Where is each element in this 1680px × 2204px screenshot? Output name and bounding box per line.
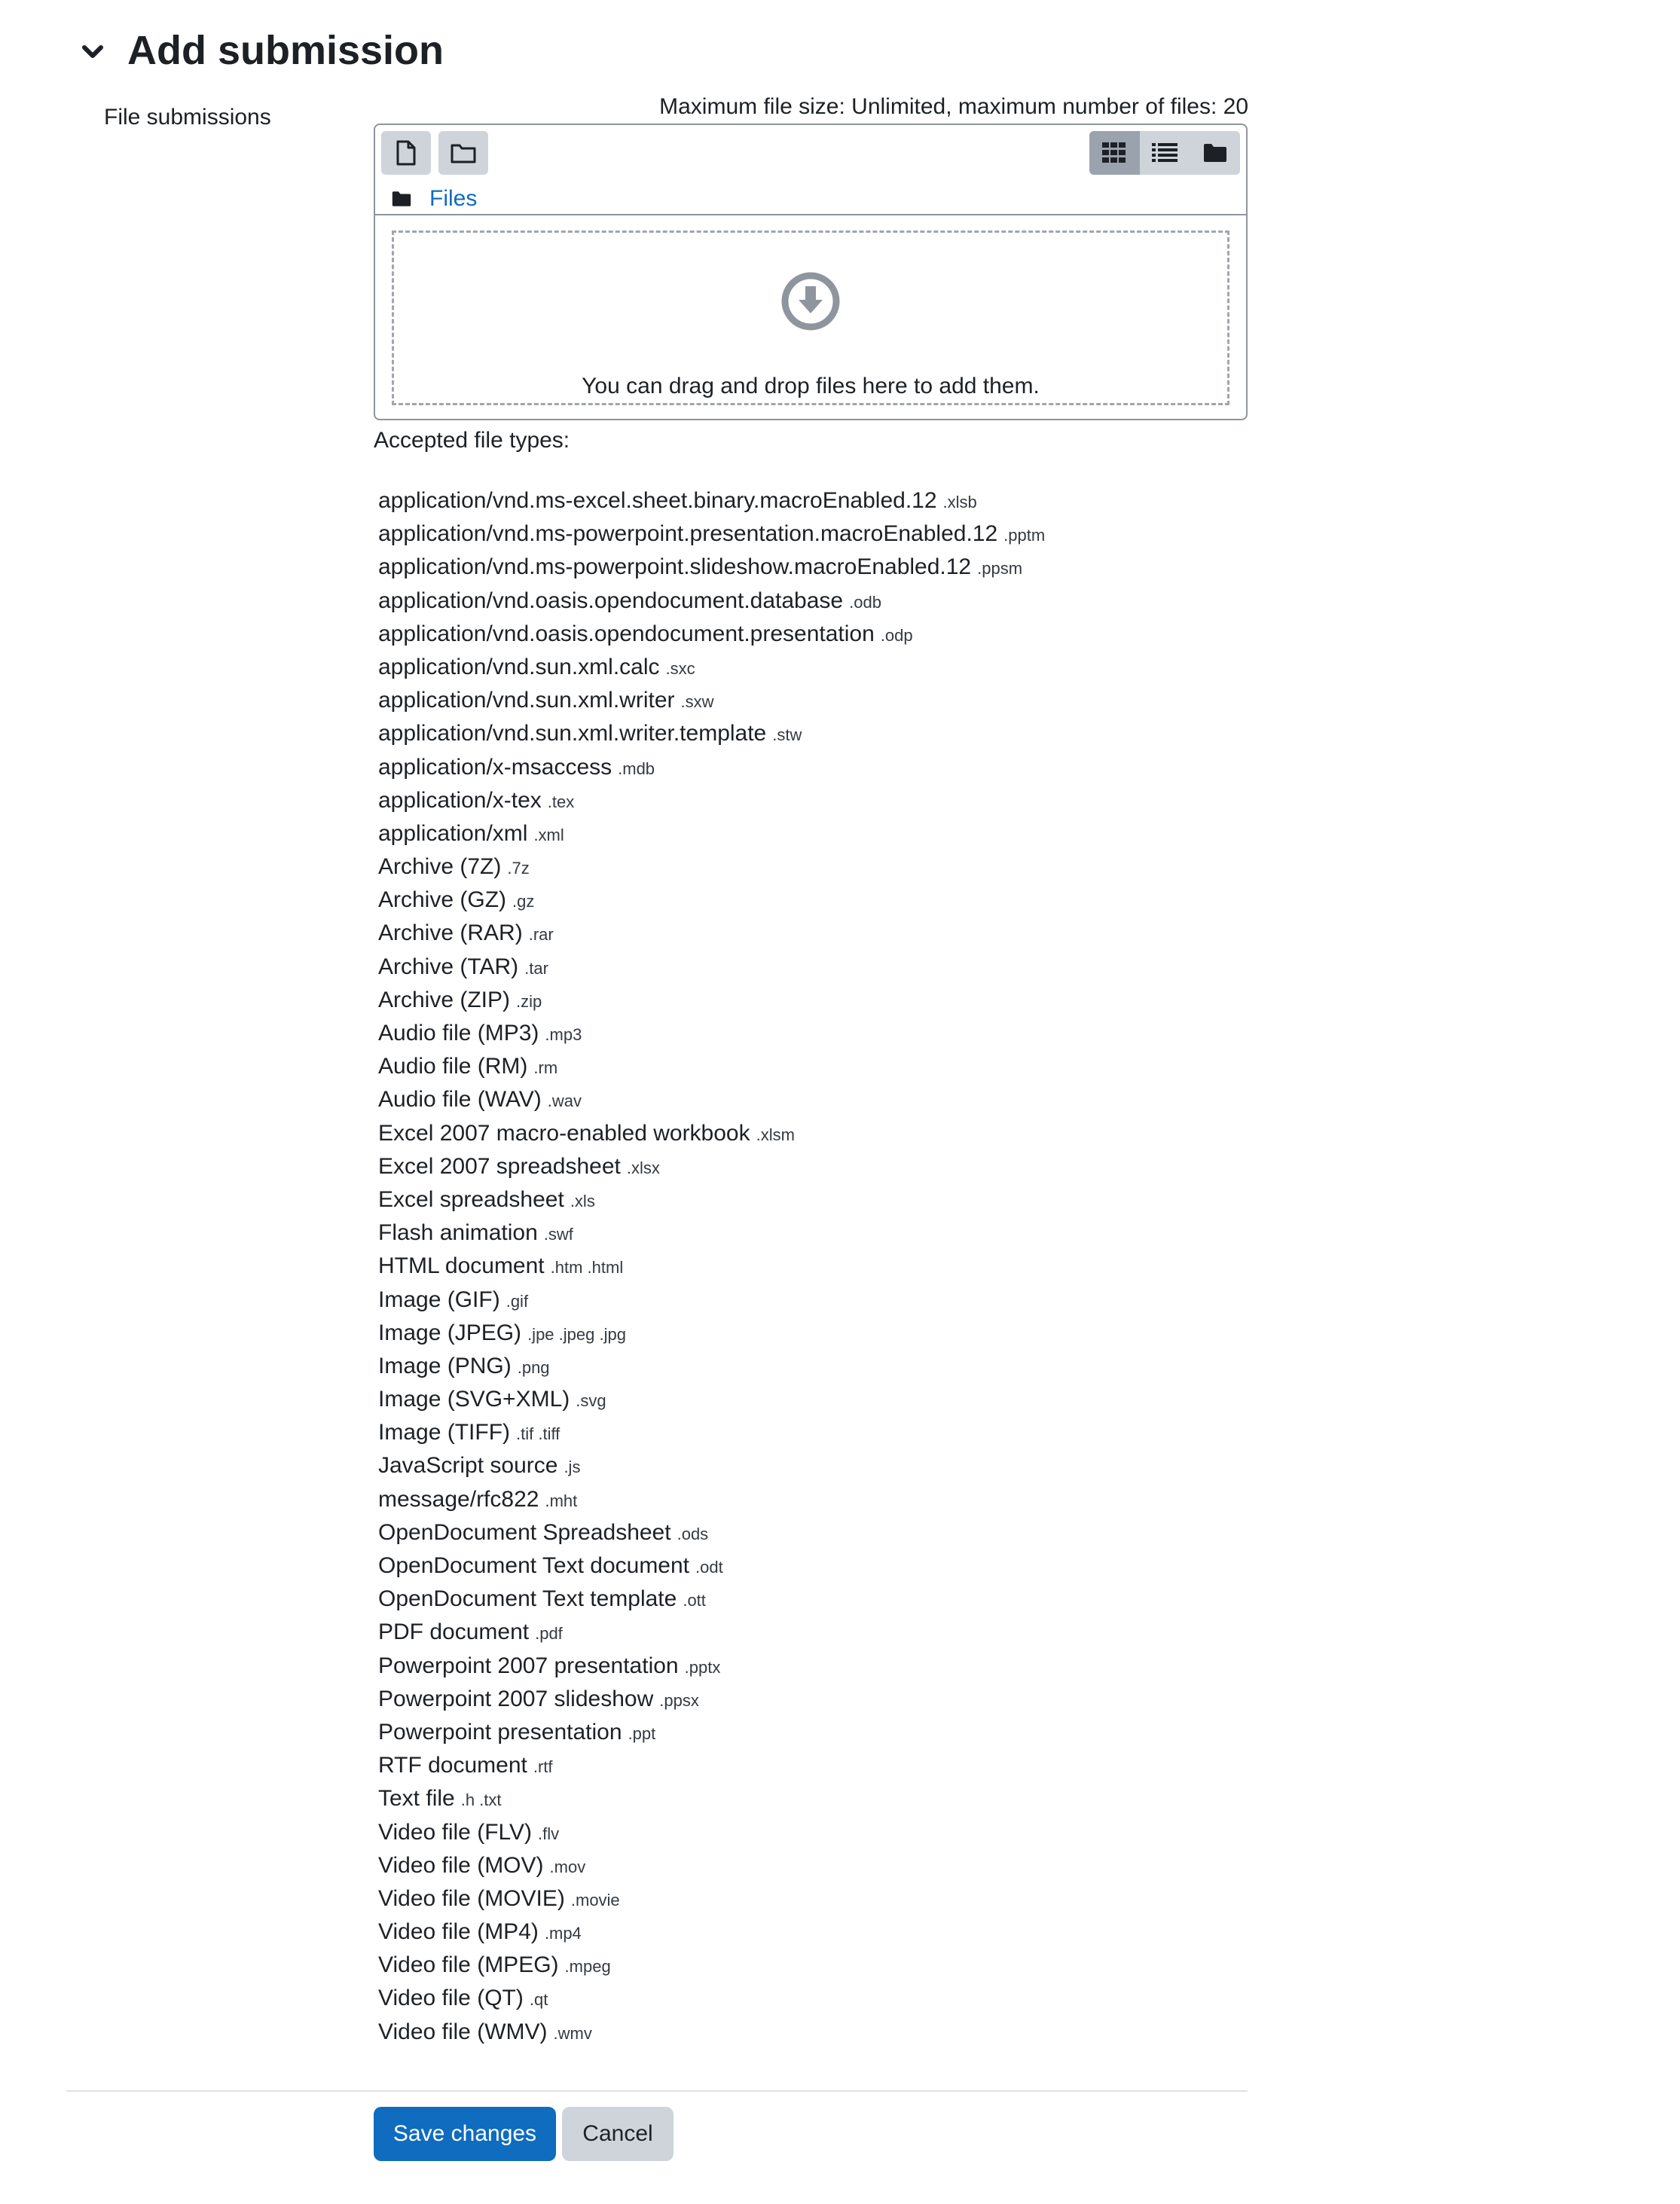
file-type-extensions: .js [564,1458,581,1477]
file-type-name: Flash animation [378,1220,538,1246]
file-type-extensions: .7z [507,859,530,878]
file-type-extensions: .h .txt [460,1790,502,1810]
file-type-extensions: .pdf [535,1624,563,1644]
max-file-size-info: Maximum file size: Unlimited, maximum number of files: 20 [659,94,1248,119]
save-changes-button[interactable]: Save changes [374,2107,556,2161]
file-type-name: Image (JPEG) [378,1320,522,1345]
file-type-name: application/vnd.oasis.opendocument.database [378,588,844,613]
view-switcher [1089,131,1240,175]
breadcrumb-files-link[interactable]: Files [429,186,478,211]
file-type-name: JavaScript source [378,1453,558,1479]
file-type-extensions: .xml [533,825,564,844]
file-type-name: Image (TIFF) [378,1420,511,1445]
file-type-extensions: .tar [524,958,548,978]
file-type-name: Archive (ZIP) [378,987,511,1012]
file-type-item [378,1749,1045,1782]
folder-icon [1203,143,1227,163]
file-type-item [378,1383,1045,1416]
file-type-extensions: .flv [537,1824,560,1843]
file-type-item [378,1483,1045,1516]
file-type-name: application/vnd.sun.xml.calc [378,654,660,679]
chevron-down-icon [81,44,104,60]
folder-outline-icon [451,142,476,163]
file-type-item [378,484,1045,517]
file-type-item [378,817,1045,850]
file-type-name: OpenDocument Text template [378,1586,677,1612]
file-type-item [378,1616,1045,1649]
file-type-item [378,850,1045,884]
file-type-name: Video file (QT) [378,1986,524,2011]
view-icons-button[interactable] [1089,131,1140,175]
file-type-extensions: .rtf [533,1757,553,1777]
file-type-name: OpenDocument Spreadsheet [378,1519,671,1545]
file-type-item [378,784,1045,817]
file-type-name: application/vnd.sun.xml.writer.template [378,721,767,746]
file-type-item [378,1350,1045,1383]
file-type-extensions: .ods [677,1524,709,1543]
list-icon [1152,142,1178,163]
file-type-item [378,751,1045,784]
file-type-name: Audio file (WAV) [378,1087,542,1113]
file-type-extensions: .movie [570,1890,620,1909]
file-type-name: Video file (WMV) [378,2019,548,2044]
file-type-extensions: .svg [576,1391,606,1411]
file-type-name: Excel 2007 spreadsheet [378,1153,621,1179]
file-type-extensions: .gz [512,892,535,911]
file-type-extensions: .odt [695,1558,723,1577]
file-type-name: application/vnd.sun.xml.writer [378,688,675,713]
file-type-extensions: .mp4 [544,1924,582,1943]
accepted-file-types-label: Accepted file types: [374,428,570,453]
file-type-name: application/x-msaccess [378,754,612,780]
file-type-name: message/rfc822 [378,1486,539,1512]
file-type-extensions: .png [517,1357,550,1377]
accepted-file-types-list [378,484,1045,2049]
file-dropzone[interactable] [392,230,1229,405]
file-type-extensions: .swf [543,1225,573,1244]
file-type-extensions: .htm .html [550,1258,624,1278]
file-type-name: Powerpoint 2007 presentation [378,1653,679,1678]
file-manager [374,124,1248,420]
file-type-extensions: .pptm [1003,526,1046,545]
file-type-item [378,651,1045,684]
file-type-name: Image (GIF) [378,1287,500,1312]
file-type-name: Video file (MPEG) [378,1952,559,1978]
file-type-item [378,618,1045,651]
file-type-item [378,684,1045,717]
file-type-item [378,1250,1045,1283]
file-type-item [378,1317,1045,1350]
file-type-extensions: .jpe .jpeg .jpg [527,1324,626,1344]
file-icon [396,140,417,166]
view-list-button[interactable] [1140,131,1190,175]
file-type-item [378,1017,1045,1050]
file-type-extensions: .sxc [665,658,695,678]
folder-icon [392,191,411,207]
file-type-item [378,2016,1045,2049]
file-type-extensions: .mpeg [564,1957,611,1977]
file-type-extensions: .xls [570,1191,595,1210]
file-type-name: Image (PNG) [378,1353,512,1378]
file-type-name: OpenDocument Text document [378,1553,690,1578]
file-type-item [378,1449,1045,1482]
file-type-name: application/vnd.ms-excel.sheet.binary.macroEnabled.12 [378,488,937,513]
file-type-extensions: .qt [529,1990,548,2010]
file-type-extensions: .ppt [628,1723,656,1743]
file-type-extensions: .ppsm [977,559,1023,578]
file-type-item [378,951,1045,984]
file-type-extensions: .tif .tiff [516,1424,561,1444]
file-type-name: Audio file (RM) [378,1054,528,1079]
file-type-item [378,517,1045,551]
file-type-extensions: .ott [683,1591,706,1610]
file-type-item [378,984,1045,1017]
file-type-name: Text file [378,1786,455,1812]
file-type-item [378,1816,1045,1849]
file-type-item [378,1117,1045,1150]
file-type-name: Powerpoint presentation [378,1719,622,1745]
file-type-extensions: .xlsx [626,1158,660,1177]
file-type-extensions: .zip [516,991,542,1011]
file-type-item [378,1416,1045,1449]
cancel-button[interactable]: Cancel [562,2107,674,2161]
file-type-name: Excel spreadsheet [378,1186,564,1212]
file-type-name: application/vnd.oasis.opendocument.presentation [378,621,875,646]
file-type-item [378,1216,1045,1250]
file-type-extensions: .xlsm [756,1125,795,1144]
file-type-item [378,1284,1045,1317]
file-type-item [378,1050,1045,1083]
file-type-extensions: .rm [533,1058,558,1078]
file-type-item [378,1150,1045,1183]
file-type-item [378,1549,1045,1583]
file-type-item [378,1716,1045,1749]
section-collapse-toggle[interactable] [75,35,110,69]
file-type-item [378,1650,1045,1683]
file-type-extensions: .mp3 [545,1025,582,1044]
file-type-item [378,1916,1045,1949]
file-type-item [378,585,1045,618]
grid-icon [1102,142,1126,163]
file-type-name: Powerpoint 2007 slideshow [378,1686,654,1711]
file-type-name: Video file (MOV) [378,1852,544,1878]
file-type-name: application/xml [378,820,528,846]
file-type-extensions: .pptx [684,1657,721,1677]
file-type-item [378,1683,1045,1716]
file-submissions-label: File submissions [104,105,271,130]
file-type-name: Archive (7Z) [378,854,502,880]
file-type-name: Archive (TAR) [378,954,519,979]
file-type-item [378,1782,1045,1815]
view-tree-button[interactable] [1190,131,1240,175]
file-type-name: application/vnd.ms-powerpoint.slideshow.macroEnabled.12 [378,554,972,580]
file-type-extensions: .stw [772,725,802,745]
file-type-name: HTML document [378,1253,545,1279]
file-type-name: Video file (FLV) [378,1819,532,1845]
file-type-extensions: .gif [506,1291,529,1311]
file-type-extensions: .wav [547,1091,582,1111]
file-type-extensions: .mht [545,1491,578,1510]
file-type-name: application/x-tex [378,787,542,813]
file-type-extensions: .odb [849,592,881,612]
file-type-item [378,1849,1045,1882]
filepicker-divider [375,214,1246,215]
file-type-item [378,1982,1045,2015]
file-type-name: Excel 2007 macro-enabled workbook [378,1120,750,1146]
file-type-name: application/vnd.ms-powerpoint.presentation.macroEnabled.12 [378,521,998,547]
file-type-item [378,717,1045,750]
file-type-name: Image (SVG+XML) [378,1387,570,1412]
file-type-item [378,884,1045,917]
file-type-item [378,1583,1045,1616]
add-file-button[interactable] [381,131,431,175]
file-type-name: Video file (MP4) [378,1919,539,1945]
file-type-extensions: .mov [549,1857,586,1876]
file-type-item [378,1882,1045,1916]
download-circle-icon [780,271,841,331]
file-type-name: Video file (MOVIE) [378,1885,565,1911]
file-type-name: Audio file (MP3) [378,1021,539,1046]
file-type-extensions: .mdb [618,759,655,778]
file-type-name: RTF document [378,1753,527,1778]
file-type-extensions: .odp [880,625,913,645]
file-type-extensions: .sxw [680,692,714,712]
file-type-extensions: .ppsx [659,1690,699,1710]
file-type-name: PDF document [378,1619,530,1645]
file-type-item [378,1516,1045,1549]
dropzone-hint: You can drag and drop files here to add them. [582,374,1040,398]
file-type-name: Archive (GZ) [378,887,507,913]
form-footer-divider [66,2090,1248,2092]
file-type-item [378,1183,1045,1216]
create-folder-button[interactable] [438,131,488,175]
section-title: Add submission [127,28,444,73]
file-type-extensions: .xlsb [942,493,977,511]
file-type-extensions: .tex [547,792,575,811]
file-type-item [378,1083,1045,1116]
file-type-extensions: .wmv [553,2023,592,2043]
breadcrumb [392,184,477,214]
file-type-item [378,551,1045,584]
file-type-name: Archive (RAR) [378,920,523,946]
file-type-item [378,917,1045,950]
file-type-extensions: .rar [528,925,554,945]
file-type-item [378,1949,1045,1982]
